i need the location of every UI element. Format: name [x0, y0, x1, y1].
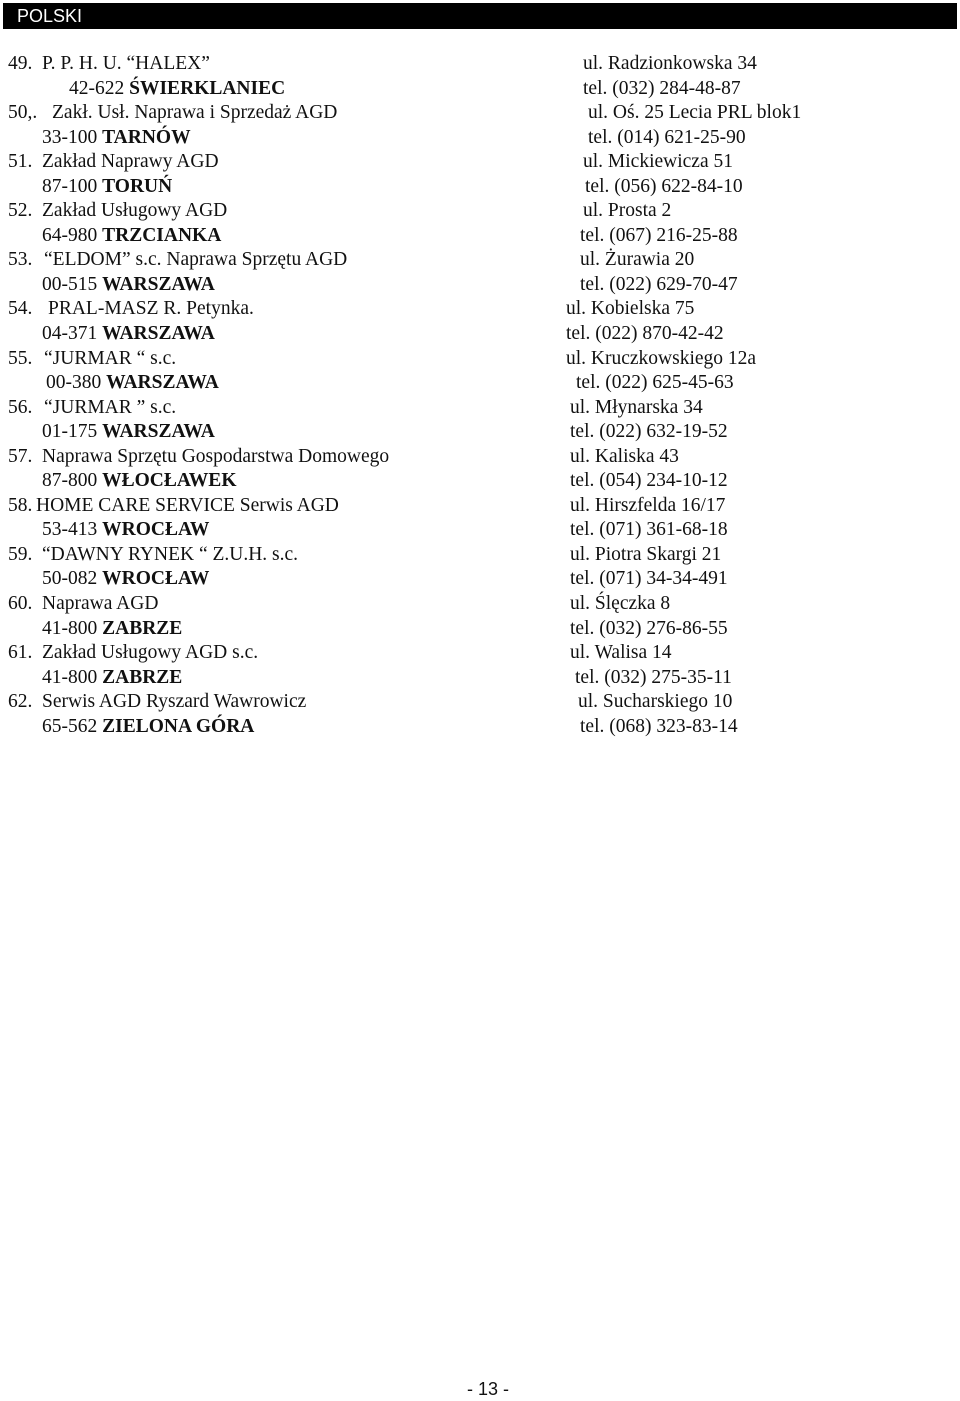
language-label: POLSKI	[17, 6, 83, 26]
entry-name: PRAL-MASZ R. Petynka.	[48, 298, 254, 320]
entry-phone: tel. (022) 632-19-52	[570, 421, 728, 443]
entry-city-row	[0, 273, 960, 298]
entry-city-row	[0, 666, 960, 691]
entry-phone: tel. (071) 361-68-18	[570, 519, 728, 541]
entry-street: ul. Kaliska 43	[570, 445, 679, 467]
entry-postal-code: 00-515	[42, 273, 98, 295]
entry-city: ŚWIERKLANIEC	[129, 77, 286, 99]
entry-phone: tel. (054) 234-10-12	[570, 470, 728, 492]
entry-phone: tel. (022) 625-45-63	[576, 372, 734, 394]
entry-postal-code: 01-175	[42, 421, 98, 443]
entry-postal-code: 33-100	[42, 126, 98, 148]
entry-phone: tel. (014) 621-25-90	[588, 126, 746, 148]
entry-name-row	[0, 494, 960, 519]
entry-number: 59.	[8, 543, 33, 565]
entry-number: 52.	[8, 200, 33, 222]
entry-postal-code: 41-800	[42, 666, 98, 688]
entry-name: Zakł. Usł. Naprawa i Sprzedaż AGD	[52, 102, 338, 124]
entry-phone: tel. (022) 629-70-47	[580, 273, 738, 295]
entry-name-row	[0, 641, 960, 666]
entry-name: Naprawa AGD	[42, 593, 159, 615]
entry-phone: tel. (032) 284-48-87	[583, 77, 741, 99]
entry-name: Serwis AGD Ryszard Wawrowicz	[42, 691, 307, 713]
entry-city: WŁOCŁAWEK	[102, 470, 237, 492]
entry-number: 55.	[8, 347, 33, 369]
entry-number: 58.	[8, 494, 33, 516]
entry-city: TRZCIANKA	[102, 224, 222, 246]
entry-street: ul. Żurawia 20	[580, 249, 695, 271]
entry-name-row	[0, 248, 960, 273]
entry-phone: tel. (056) 622-84-10	[585, 175, 743, 197]
entry-postal-code: 50-082	[42, 568, 98, 590]
entry-street: ul. Oś. 25 Lecia PRL blok1	[588, 102, 802, 124]
entry-number: 49.	[8, 53, 33, 74]
entry-name: “JURMAR ” s.c.	[44, 396, 177, 418]
entry-number: 61.	[8, 642, 33, 664]
entry-number: 56.	[8, 396, 33, 418]
entry-postal-code: 65-562	[42, 715, 98, 737]
entry-name: Zakład Naprawy AGD	[42, 151, 219, 173]
entry-postal-code: 42-622	[69, 77, 125, 99]
entry-name: “DAWNY RYNEK “ Z.U.H. s.c.	[42, 543, 299, 565]
entry-city: TARNÓW	[102, 126, 191, 148]
entry-city-row	[0, 322, 960, 347]
entry-street: ul. Kruczkowskiego 12a	[566, 347, 757, 369]
entry-city-row	[0, 469, 960, 494]
entry-street: ul. Hirszfelda 16/17	[570, 494, 726, 516]
entry-name-row	[0, 52, 960, 77]
entry-number: 53.	[8, 249, 33, 271]
entry-street: ul. Radzionkowska 34	[583, 53, 757, 74]
entry-street: ul. Prosta 2	[583, 200, 672, 222]
entry-name-row	[0, 396, 960, 421]
entry-street: ul. Kobielska 75	[566, 298, 695, 320]
entry-city: ZABRZE	[102, 617, 183, 639]
entry-phone: tel. (068) 323-83-14	[580, 715, 738, 737]
entry-city: WROCŁAW	[102, 519, 210, 541]
entry-postal-code: 00-380	[46, 372, 102, 394]
entry-phone: tel. (032) 276-86-55	[570, 617, 728, 639]
entry-city: ZABRZE	[102, 666, 183, 688]
entry-postal-code: 87-800	[42, 470, 98, 492]
entry-city-row	[0, 224, 960, 249]
entry-city-row	[0, 518, 960, 543]
entry-name-row	[0, 690, 960, 715]
entry-postal-code: 64-980	[42, 224, 98, 246]
entry-postal-code: 04-371	[42, 323, 98, 345]
entry-phone: tel. (022) 870-42-42	[566, 323, 724, 345]
language-header	[3, 3, 957, 29]
entry-number: 57.	[8, 445, 33, 467]
entry-city: WROCŁAW	[102, 568, 210, 590]
entry-name: Zakład Usługowy AGD	[42, 200, 228, 222]
entry-name-row	[0, 347, 960, 372]
entry-name: Naprawa Sprzętu Gospodarstwa Domowego	[42, 445, 390, 467]
entry-city: WARSZAWA	[102, 421, 215, 443]
entry-street: ul. Walisa 14	[570, 642, 672, 664]
entry-street: ul. Młynarska 34	[570, 396, 703, 418]
entry-street: ul. Mickiewicza 51	[583, 151, 733, 173]
entry-name: “ELDOM” s.c. Naprawa Sprzętu AGD	[44, 249, 348, 271]
entry-name: “JURMAR “ s.c.	[44, 347, 177, 369]
entry-name-row	[0, 297, 960, 322]
entry-number: 62.	[8, 691, 33, 713]
entry-city-row	[0, 420, 960, 445]
entry-phone: tel. (067) 216-25-88	[580, 224, 738, 246]
entry-phone: tel. (071) 34-34-491	[570, 568, 728, 590]
entry-number: 54.	[8, 298, 33, 320]
entry-city-row	[0, 715, 960, 740]
entry-name-row	[0, 150, 960, 175]
entry-name-row	[0, 101, 960, 126]
entry-street: ul. Sucharskiego 10	[578, 691, 733, 713]
entry-number: 50,.	[8, 102, 38, 124]
entry-postal-code: 87-100	[42, 175, 98, 197]
entry-city: WARSZAWA	[102, 323, 215, 345]
entry-name: P. P. H. U. “HALEX”	[42, 53, 210, 74]
entry-city: ZIELONA GÓRA	[102, 715, 255, 737]
entry-name-row	[0, 543, 960, 568]
entry-city-row	[0, 371, 960, 396]
entry-name-row	[0, 445, 960, 470]
entry-phone: tel. (032) 275-35-11	[575, 666, 732, 688]
entry-city: TORUŃ	[102, 175, 173, 197]
entry-city-row	[0, 175, 960, 200]
entry-postal-code: 53-413	[42, 519, 98, 541]
entry-street: ul. Ślęczka 8	[570, 593, 671, 615]
entry-city-row	[0, 126, 960, 151]
entry-name: Zakład Usługowy AGD s.c.	[42, 642, 259, 664]
entry-name-row	[0, 592, 960, 617]
page-number: - 13 -	[466, 1379, 509, 1399]
entry-city-row	[0, 617, 960, 642]
entry-city-row	[0, 77, 960, 102]
entry-city: WARSZAWA	[102, 273, 215, 295]
entry-name: HOME CARE SERVICE Serwis AGD	[36, 494, 339, 516]
entry-postal-code: 41-800	[42, 617, 98, 639]
entry-city: WARSZAWA	[106, 372, 219, 394]
entry-name-row	[0, 199, 960, 224]
entry-number: 60.	[8, 593, 33, 615]
entry-number: 51.	[8, 151, 33, 173]
entry-street: ul. Piotra Skargi 21	[570, 543, 722, 565]
entry-city-row	[0, 567, 960, 592]
service-center-list	[0, 52, 960, 739]
